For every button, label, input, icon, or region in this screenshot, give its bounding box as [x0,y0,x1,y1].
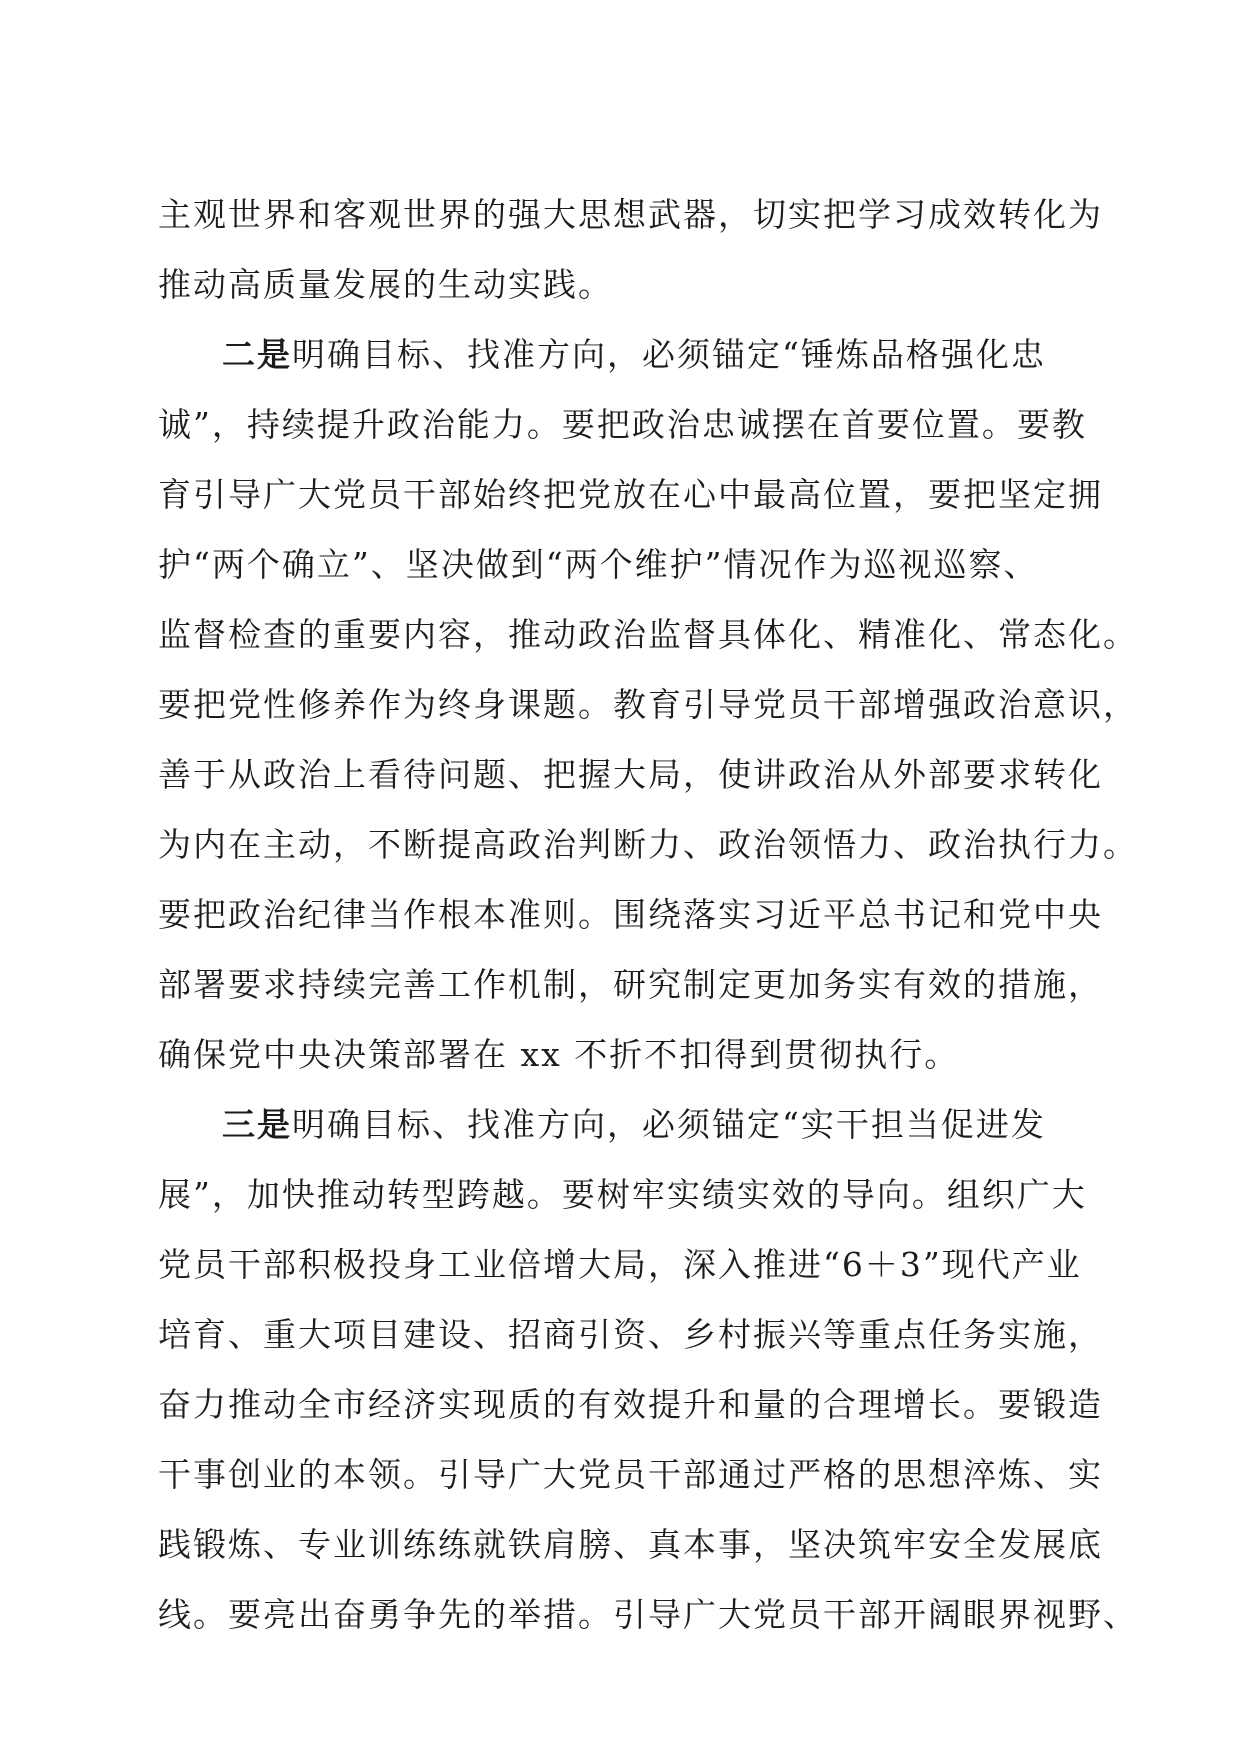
line-text: 奋力推动全市经济实现质的有效提升和量的合理增长。要锻造 [158,1385,1103,1424]
text-line-6 [158,545,1078,585]
line-text: 部署要求持续完善工作机制，研究制定更加务实有效的措施， [158,965,1103,1004]
line-text: 为内在主动，不断提高政治判断力、政治领悟力、政治执行力。 [158,825,1138,864]
text-line-19 [158,1455,1103,1495]
text-line-15 [158,1175,1087,1215]
paragraph-lead: 三是 [222,1105,292,1144]
line-text: 线。要亮出奋勇争先的举措。引导广大党员干部开阔眼界视野、 [158,1595,1138,1634]
line-text: 要把党性修养作为终身课题。教育引导党员干部增强政治意识， [158,685,1138,724]
paragraph-3-first-line [222,1105,1078,1145]
text-line-17 [158,1315,1103,1355]
line-text: 要把政治纪律当作根本准则。围绕落实习近平总书记和党中央 [158,895,1103,934]
line-text: 善于从政治上看待问题、把握大局，使讲政治从外部要求转化 [158,755,1103,794]
line-text: 主观世界和客观世界的强大思想武器，切实把学习成效转化为 [158,195,1103,234]
line-text: 育引导广大党员干部始终把党放在心中最高位置，要把坚定拥 [158,475,1103,514]
line-text: 展”，加快推动转型跨越。要树牢实绩实效的导向。组织广大 [158,1175,1087,1214]
text-line-2 [158,265,1078,305]
text-line-1 [158,195,1103,235]
line-text: 干事创业的本领。引导广大党员干部通过严格的思想淬炼、实 [158,1455,1103,1494]
line-text: 推动高质量发展的生动实践。 [158,265,613,304]
text-line-7 [158,615,1138,655]
line-text: 诚”，持续提升政治能力。要把政治忠诚摆在首要位置。要教 [158,405,1087,444]
text-line-16 [158,1245,1082,1285]
text-line-8 [158,685,1138,725]
line-text: 明确目标、找准方向，必须锚定“锤炼品格强化忠 [292,335,1046,374]
text-line-9 [158,755,1103,795]
text-line-18 [158,1385,1103,1425]
text-line-10 [158,825,1138,865]
line-text: 践锻炼、专业训练练就铁肩膀、真本事，坚决筑牢安全发展底 [158,1525,1103,1564]
line-text: 确保党中央决策部署在 xx 不折不扣得到贯彻执行。 [158,1035,960,1074]
text-line-13 [158,1035,1078,1075]
line-text: 明确目标、找准方向，必须锚定“实干担当促进发 [292,1105,1046,1144]
line-text: 培育、重大项目建设、招商引资、乡村振兴等重点任务实施， [158,1315,1103,1354]
line-text: 党员干部积极投身工业倍增大局，深入推进“6＋3”现代产业 [158,1245,1082,1284]
paragraph-lead: 二是 [222,335,292,374]
text-line-5 [158,475,1103,515]
line-text: 监督检查的重要内容，推动政治监督具体化、精准化、常态化。 [158,615,1138,654]
text-line-4 [158,405,1087,445]
text-line-20 [158,1525,1103,1565]
text-line-11 [158,895,1103,935]
text-line-12 [158,965,1103,1005]
line-text: 护“两个确立”、坚决做到“两个维护”情况作为巡视巡察、 [158,545,1039,584]
paragraph-2-first-line [222,335,1078,375]
text-line-21 [158,1595,1138,1635]
